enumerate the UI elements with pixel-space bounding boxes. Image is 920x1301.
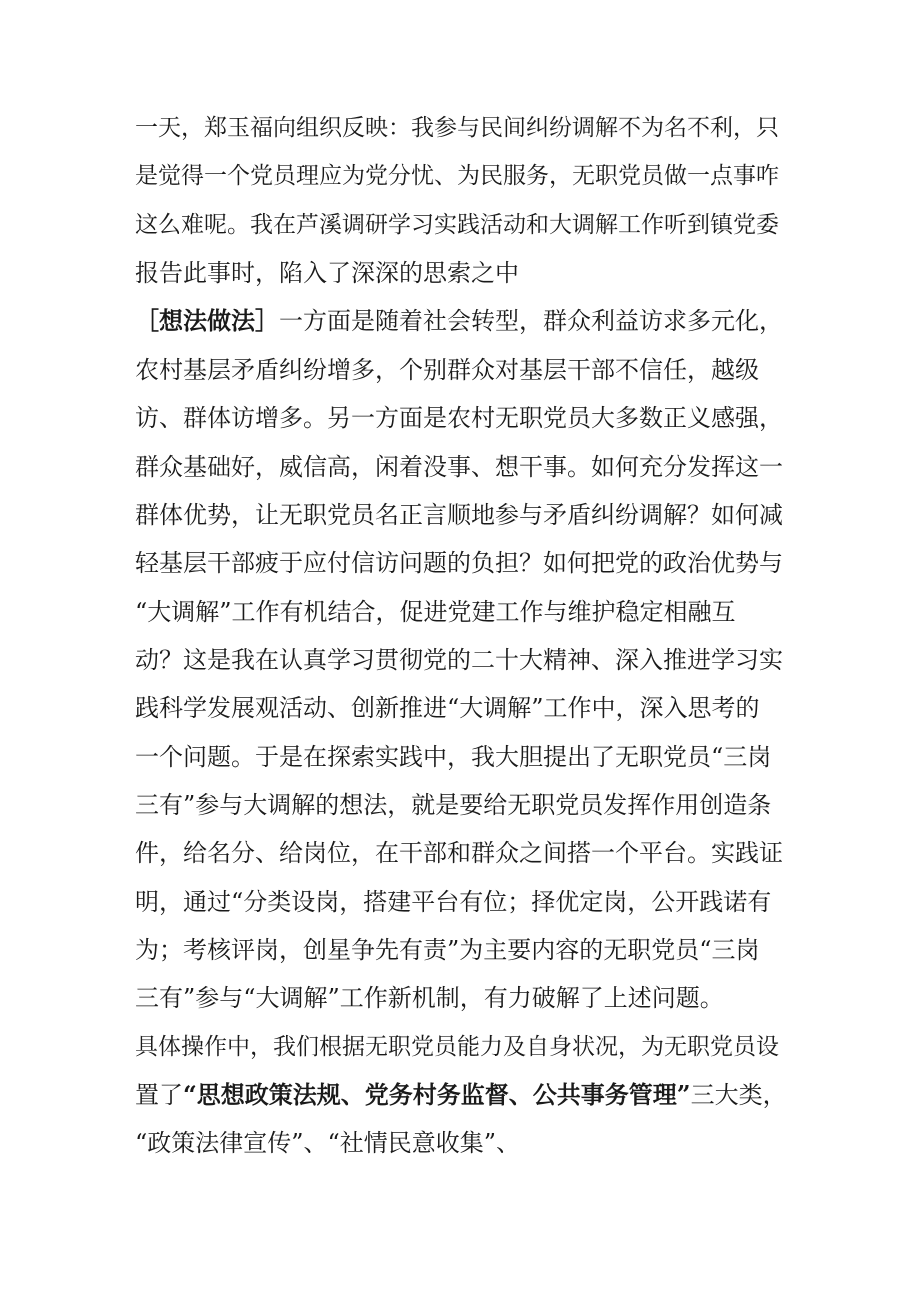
- section-line: [135, 306, 783, 336]
- text-span: 三大类，: [690, 1081, 787, 1109]
- text-line: 为；考核评岗，创星争先有责”为主要内容的无职党员“三岗: [135, 936, 760, 964]
- text-line: 件，给名分、给岗位，在干部和群众之间搭一个平台。实践证: [135, 839, 783, 867]
- text-line: 群体优势，让无职党员名正言顺地参与矛盾纠纷调解？如何减: [135, 501, 783, 529]
- text-line: 践科学发展观活动、创新推进“大调解”工作中，深入思考的: [135, 694, 760, 722]
- text-line: 三有”参与“大调解”工作新机制，有力破解了上述问题。: [135, 984, 724, 1012]
- text-line: 三有”参与大调解的想法，就是要给无职党员发挥作用创造条: [135, 791, 772, 819]
- text-line: 一天，郑玉福向组织反映：我参与民间纠纷调解不为名不利，只: [135, 115, 779, 141]
- text-span: 置了: [135, 1081, 183, 1109]
- text-line-mixed: [135, 1080, 787, 1110]
- text-line: 具体操作中，我们根据无职党员能力及自身状况，为无职党员设: [135, 1034, 779, 1060]
- bold-categories: “思想政策法规、党务村务监督、公共事务管理”: [183, 1080, 691, 1109]
- text-line: 农村基层矛盾纠纷增多，个别群众对基层干部不信任，越级: [135, 356, 759, 384]
- text-line: 轻基层干部疲于应付信访问题的负担？如何把党的政治优势与: [135, 549, 783, 577]
- text-span: 一方面是随着社会转型，群众利益访求多元化，: [279, 307, 783, 335]
- text-line: 明，通过“分类设岗，搭建平台有位；择优定岗，公开践诺有: [135, 888, 772, 916]
- text-line: 是觉得一个党员理应为党分忧、为民服务，无职党员做一点事咋: [135, 163, 779, 189]
- text-line: 报告此事时，陷入了深深的思索之中: [135, 259, 519, 287]
- section-tag: ［想法做法］: [135, 306, 279, 335]
- text-line: 动？这是我在认真学习贯彻党的二十大精神、深入推进学习实: [135, 646, 783, 674]
- text-line: 访、群体访增多。另一方面是农村无职党员大多数正义感强，: [135, 404, 783, 432]
- text-line: “大调解”工作有机结合，促进党建工作与维护稳定相融互: [135, 598, 736, 626]
- text-line: 这么难呢。我在芦溪调研学习实践活动和大调解工作听到镇党委: [135, 212, 779, 238]
- text-line: 一个问题。于是在探索实践中，我大胆提出了无职党员“三岗: [135, 743, 772, 771]
- text-line: 群众基础好，威信高，闲着没事、想干事。如何充分发挥这一: [135, 453, 783, 481]
- text-line: “政策法律宣传”、“社情民意收集”、: [135, 1129, 521, 1157]
